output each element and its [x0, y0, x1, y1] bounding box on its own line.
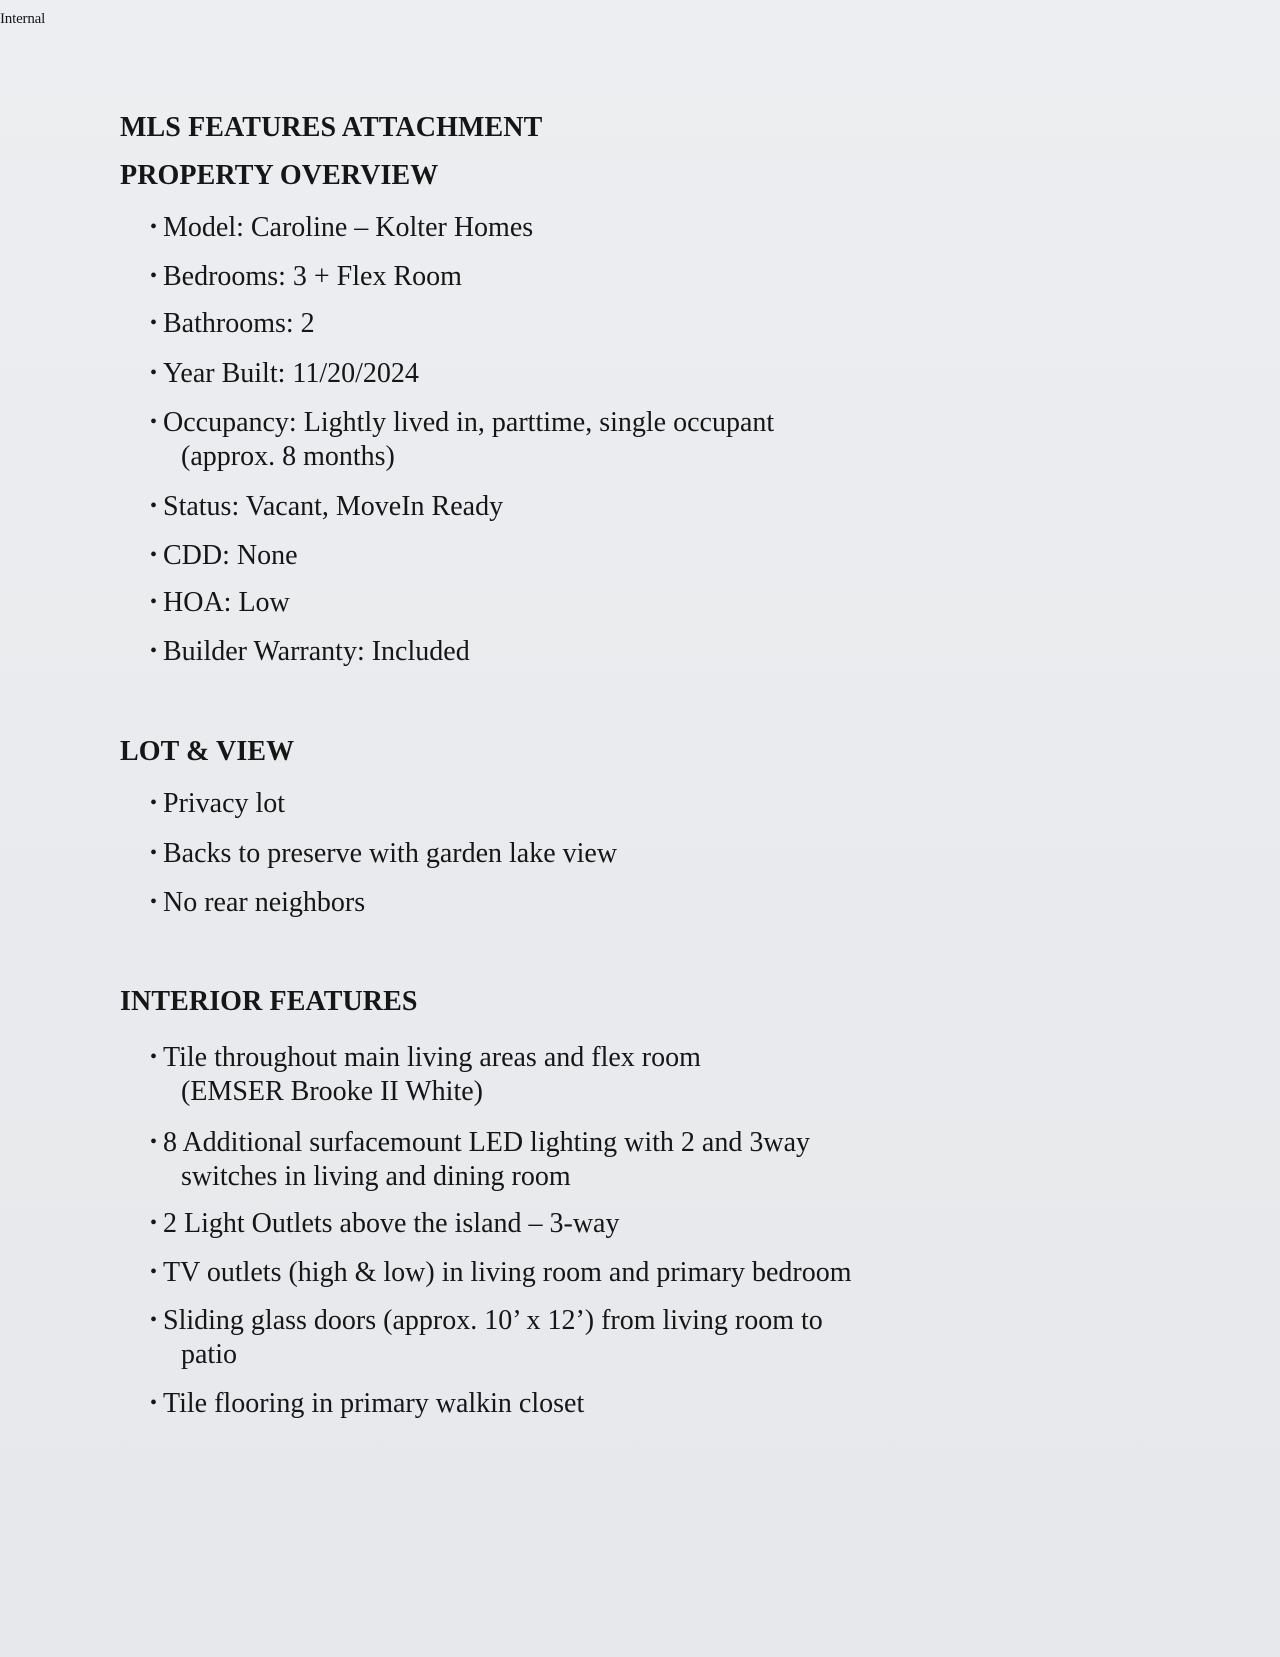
list-item: • Sliding glass doors (approx. 10’ x 12’) from living room to patio: [150, 1305, 823, 1370]
list-item: • Tile throughout main living areas and flex room (EMSER Brooke II White): [150, 1042, 701, 1107]
list-item: • Model: Caroline – Kolter Homes: [150, 212, 534, 243]
list-item: • Bedrooms: 3 + Flex Room: [150, 261, 462, 292]
bullet-icon: •: [150, 216, 158, 238]
list-item: • HOA: Low: [150, 587, 290, 618]
section-heading-interior-features: INTERIOR FEATURES: [120, 986, 418, 1017]
section-heading-lot-view: LOT & VIEW: [120, 736, 295, 767]
list-item: • Backs to preserve with garden lake view: [150, 838, 618, 869]
bullet-icon: •: [150, 1131, 158, 1153]
list-item: • Year Built: 11/20/2024: [150, 358, 419, 389]
internal-label: Internal: [0, 11, 46, 27]
list-item: • CDD: None: [150, 540, 298, 571]
list-item: • Privacy lot: [150, 788, 286, 819]
list-item: • Status: Vacant, MoveIn Ready: [150, 491, 504, 522]
list-item: • Bathrooms: 2: [150, 308, 315, 339]
list-item: • No rear neighbors: [150, 887, 366, 918]
list-item: • Occupancy: Lightly lived in, parttime, single occupant (approx. 8 months): [150, 407, 775, 472]
bullet-icon: •: [150, 891, 158, 913]
bullet-icon: •: [150, 1392, 158, 1414]
list-item: • 2 Light Outlets above the island – 3-way: [150, 1208, 620, 1239]
bullet-icon: •: [150, 1309, 158, 1331]
bullet-icon: •: [150, 495, 158, 517]
bullet-icon: •: [150, 411, 158, 433]
bullet-icon: •: [150, 792, 158, 814]
list-item: • Tile flooring in primary walkin closet: [150, 1388, 585, 1419]
list-item: • 8 Additional surfacemount LED lighting with 2 and 3way switches in living and dining room: [150, 1127, 811, 1192]
bullet-icon: •: [150, 312, 158, 334]
bullet-icon: •: [150, 362, 158, 384]
list-item: • Builder Warranty: Included: [150, 636, 470, 667]
bullet-icon: •: [150, 544, 158, 566]
bullet-icon: •: [150, 842, 158, 864]
bullet-icon: •: [150, 1212, 158, 1234]
bullet-icon: •: [150, 640, 158, 662]
bullet-icon: •: [150, 265, 158, 287]
bullet-icon: •: [150, 1046, 158, 1068]
bullet-icon: •: [150, 591, 158, 613]
list-item: • TV outlets (high & low) in living room and primary bedroom: [150, 1257, 852, 1288]
section-heading-property-overview: PROPERTY OVERVIEW: [120, 160, 439, 191]
document-title: MLS FEATURES ATTACHMENT: [120, 112, 543, 143]
bullet-icon: •: [150, 1261, 158, 1283]
